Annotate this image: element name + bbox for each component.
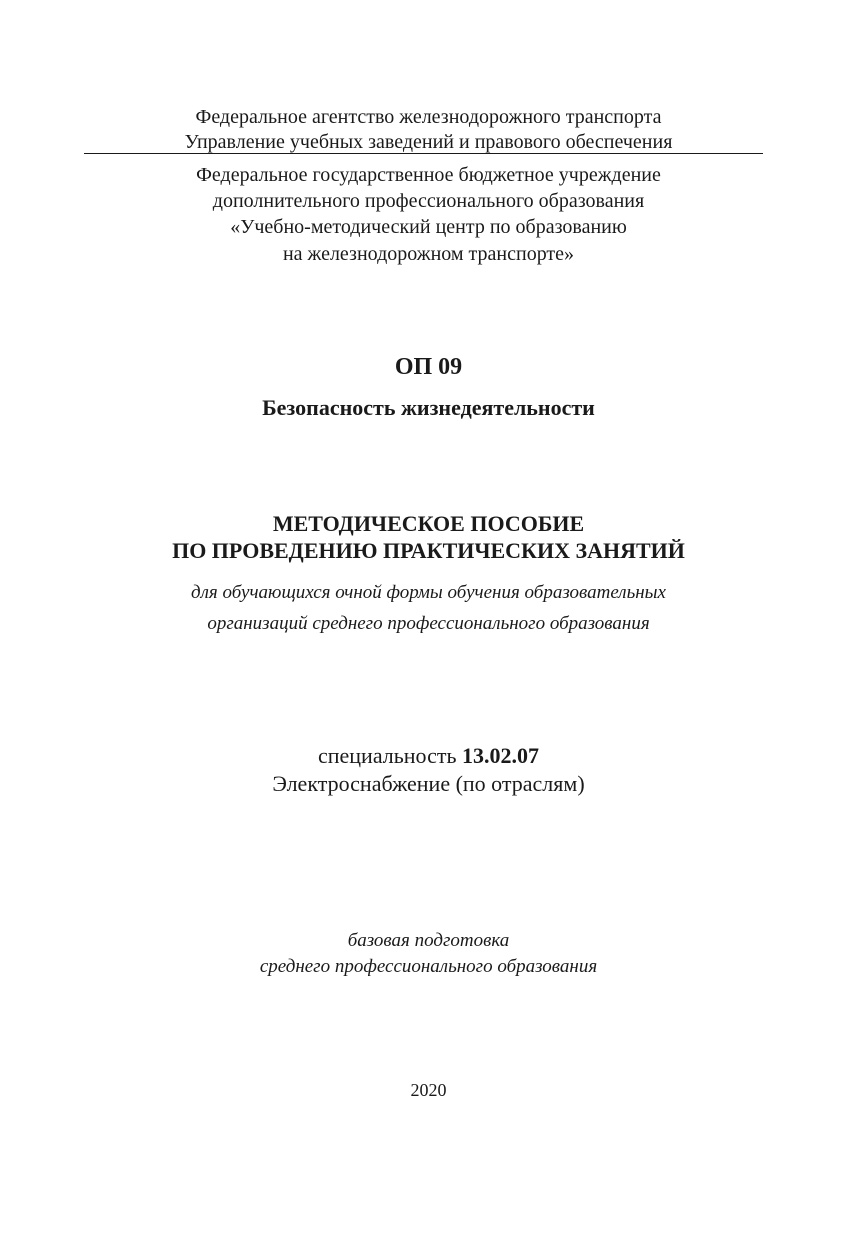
header-divider	[84, 153, 763, 154]
specialty-label: специальность	[317, 743, 457, 768]
audience-line-2: организаций среднего профессионального образования	[207, 613, 650, 634]
agency-name: Федеральное агентство железнодорожного транспорта	[195, 106, 662, 128]
department-name: Управление учебных заведений и правового обеспечения	[184, 131, 673, 153]
specialty-code: 13.02.07	[462, 743, 540, 768]
institution-line-4: на железнодорожном транспорте»	[282, 243, 575, 265]
specialty-line	[0, 745, 857, 767]
document-title-line-2: ПО ПРОВЕДЕНИЮ ПРАКТИЧЕСКИХ ЗАНЯТИЙ	[172, 538, 685, 563]
audience-line-1: для обучающихся очной формы обучения образовательных	[191, 582, 666, 603]
institution-line-1: Федеральное государственное бюджетное учреждение	[196, 164, 661, 186]
level-line-1: базовая подготовка	[347, 930, 510, 951]
level-line-2: среднего профессионального образования	[259, 956, 598, 977]
institution-line-3: «Учебно-методический центр по образованию	[230, 216, 627, 238]
course-code: ОП 09	[394, 354, 463, 380]
document-title-line-1: МЕТОДИЧЕСКОЕ ПОСОБИЕ	[272, 511, 585, 536]
specialty-name: Электроснабжение (по отраслям)	[272, 771, 585, 796]
institution-line-2: дополнительного профессионального образования	[212, 190, 645, 212]
publication-year: 2020	[410, 1080, 447, 1100]
course-name: Безопасность жизнедеятельности	[262, 395, 595, 420]
